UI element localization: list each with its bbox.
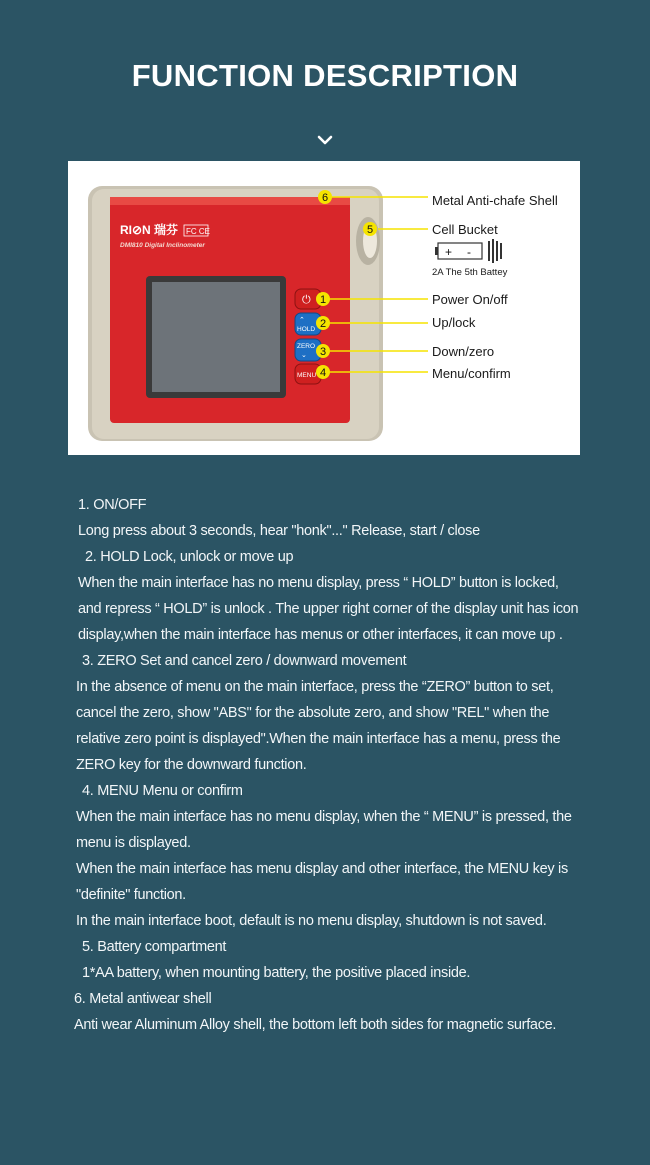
brand-logo: RI⊘N 瑞芬 <box>120 223 179 237</box>
product-diagram <box>68 161 580 455</box>
paragraph: When the main interface has no menu display, press “ HOLD” button is locked, <box>78 575 559 591</box>
callout-label-power: Power On/off <box>432 292 508 307</box>
callout-label-menu-confirm: Menu/confirm <box>432 366 511 381</box>
section-heading-hold: 2. HOLD Lock, unlock or move up <box>85 549 294 565</box>
section-heading-battery: 5. Battery compartment <box>82 939 227 955</box>
paragraph: In the main interface boot, default is no menu display, shutdown is not saved. <box>76 913 547 929</box>
paragraph: When the main interface has menu display and other interface, the MENU key is "definite" function. <box>76 861 568 903</box>
page-title: FUNCTION DESCRIPTION <box>131 58 519 93</box>
svg-text:MENU: MENU <box>297 372 317 379</box>
paragraph: and repress “ HOLD” is unlock . The upper right corner of the display unit has icon display,when the main interface has menus or other interfaces, it can move up . <box>78 601 579 643</box>
svg-text:3: 3 <box>319 346 327 358</box>
svg-text:6: 6 <box>321 192 329 204</box>
power-icon: ⏻ <box>302 294 311 306</box>
paragraph: Long press about 3 seconds, hear "honk"..." Release, start / close <box>78 523 480 539</box>
callout-label-down-zero: Down/zero <box>432 344 495 359</box>
svg-text:+: + <box>445 245 453 259</box>
section-heading-shell: 6. Metal antiwear shell <box>74 991 212 1007</box>
section-heading-menu: 4. MENU Menu or confirm <box>82 783 243 799</box>
battery-icon <box>435 239 502 263</box>
display-screen <box>152 282 280 392</box>
paragraph: In the absence of menu on the main interface, press the “ZERO” button to set, cancel the zero, show "ABS" for the absolute zero, and show "REL" when the relative zero point is displayed".When the main interface has a menu, press the ZERO key for the downward function. <box>76 679 561 773</box>
paragraph: Anti wear Aluminum Alloy shell, the bottom left both sides for magnetic surface. <box>74 1017 557 1033</box>
paragraph: 1*AA battery, when mounting battery, the positive placed inside. <box>82 965 471 981</box>
cert-marks: FC CE <box>186 227 210 236</box>
callout-label-up-lock: Up/lock <box>432 315 476 330</box>
svg-text:4: 4 <box>319 367 327 379</box>
chevron-down-icon[interactable] <box>316 133 334 147</box>
svg-text:-: - <box>467 245 471 259</box>
svg-text:ZERO: ZERO <box>297 343 316 350</box>
section-heading-zero: 3. ZERO Set and cancel zero / downward movement <box>82 653 407 669</box>
description-text <box>74 492 594 1038</box>
svg-text:HOLD: HOLD <box>297 326 316 333</box>
callout-sublabel-battery: 2A The 5th Battey <box>432 267 508 278</box>
svg-text:5: 5 <box>366 224 374 236</box>
svg-text:⌄: ⌄ <box>301 352 307 359</box>
svg-text:1: 1 <box>319 294 327 306</box>
svg-text:2: 2 <box>319 318 327 330</box>
model-label: DMI810 Digital Inclinometer <box>120 242 205 249</box>
paragraph: When the main interface has no menu display, when the “ MENU” is pressed, the menu is displayed. <box>76 809 572 851</box>
callout-label-shell: Metal Anti-chafe Shell <box>432 193 558 208</box>
section-heading-on-off: 1. ON/OFF <box>78 497 147 513</box>
svg-text:⌃: ⌃ <box>299 317 305 324</box>
callout-label-cell-bucket: Cell Bucket <box>432 222 498 237</box>
